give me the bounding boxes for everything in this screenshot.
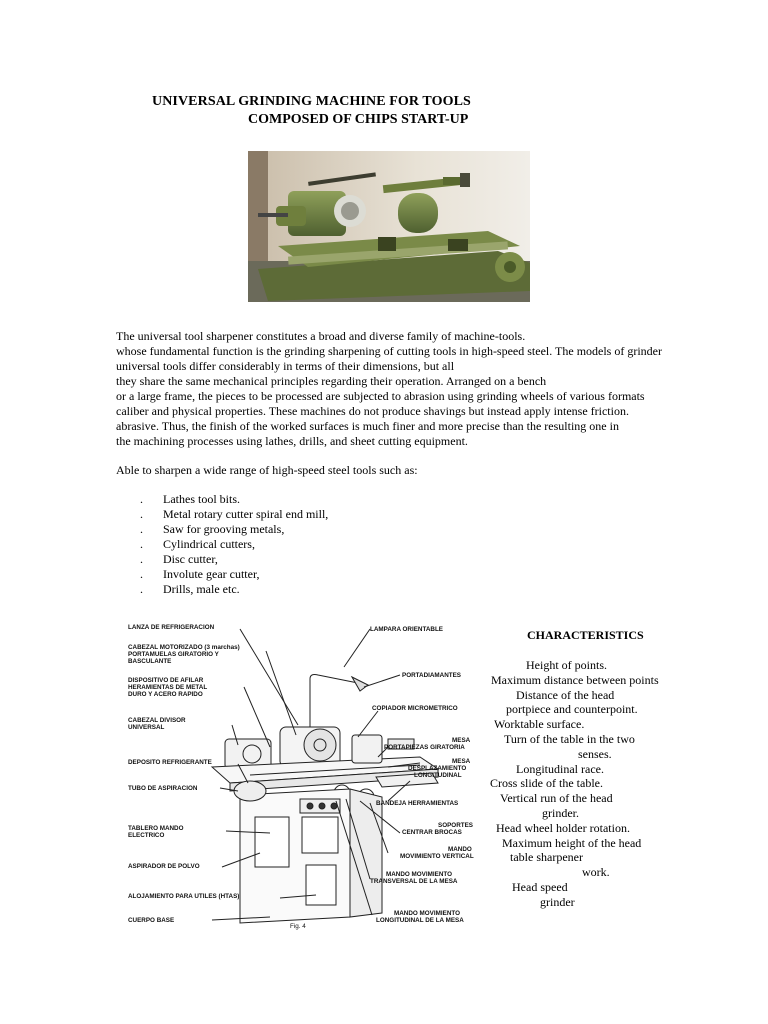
diagram-label: CABEZAL DIVISOR [128, 717, 186, 724]
diagram-label: LANZA DE REFRIGERACION [128, 624, 215, 631]
machine-diagram [120, 617, 480, 935]
intro-line: caliber and physical properties. These machines do not produce shavings but instead apply intense friction. [116, 404, 629, 418]
diagram-label: MESA [452, 758, 471, 765]
bullet: . [140, 522, 143, 536]
grinding-machine-photo-illustration [248, 151, 530, 302]
diagram-label: TUBO DE ASPIRACION [128, 785, 198, 792]
characteristics-title: CHARACTERISTICS [527, 628, 644, 642]
characteristic-line: Longitudinal race. [516, 761, 604, 776]
list-item [140, 492, 328, 507]
diagram-label: SOPORTES [438, 822, 473, 829]
intro-line: the machining processes using lathes, drills, and sheet cutting equipment. [116, 434, 468, 448]
diagram-label: MANDO MOVIMIENTO [394, 910, 461, 917]
diagram-label: DURO Y ACERO RAPIDO [128, 691, 203, 698]
intro-line: abrasive. Thus, the finish of the worked surfaces is much finer and more precise than the resulting one in [116, 419, 619, 433]
tools-list [140, 492, 328, 597]
characteristic-line: Maximum height of the head [502, 835, 642, 850]
characteristic-line: Vertical run of the head [500, 791, 613, 806]
intro-paragraph [116, 329, 676, 449]
diagram-label: HERAMIENTAS DE METAL [128, 684, 208, 691]
intro-line: whose fundamental function is the grinding sharpening of cutting tools in high-speed steel. The models of grinder [116, 344, 662, 358]
tool-item-label: Disc cutter, [163, 552, 218, 566]
diagram-label: PORTAMUELAS GIRATORIO Y [128, 651, 219, 658]
characteristic-line: Worktable surface. [494, 717, 585, 732]
diagram-label: MOVIMIENTO VERTICAL [400, 853, 474, 860]
bullet: . [140, 492, 143, 506]
bullet: . [140, 537, 143, 551]
tool-item-label: Saw for grooving metals, [163, 522, 285, 536]
bullet: . [140, 582, 143, 596]
tools-intro-text: Able to sharpen a wide range of high-speed steel tools such as: [116, 463, 418, 477]
diagram-label: MANDO MOVIMIENTO [386, 871, 453, 878]
tool-item-label: Lathes tool bits. [163, 492, 240, 506]
list-item [140, 567, 328, 582]
characteristic-line: Turn of the table in the two [504, 731, 635, 746]
characteristic-line: Cross slide of the table. [490, 776, 603, 791]
characteristic-line: Head wheel holder rotation. [496, 820, 630, 835]
diagram-label: TABLERO MANDO [128, 825, 184, 832]
characteristics-list [484, 658, 674, 910]
list-item [140, 552, 328, 567]
list-item [140, 507, 328, 522]
diagram-label: BANDEJA HERRAMIENTAS [376, 800, 459, 807]
diagram-label: CABEZAL MOTORIZADO (3 marchas) [128, 644, 240, 651]
diagram-label: ALOJAMIENTO PARA UTILES (HTAS) [128, 893, 240, 900]
tool-item-label: Drills, male etc. [163, 582, 240, 596]
diagram-label: DISPOSITIVO DE AFILAR [128, 677, 204, 684]
document-title-line1: UNIVERSAL GRINDING MACHINE FOR TOOLS [152, 94, 471, 109]
diagram-label: LONGITUDINAL DE LA MESA [376, 917, 464, 924]
tool-item-label: Cylindrical cutters, [163, 537, 255, 551]
bullet: . [140, 552, 143, 566]
diagram-label: MESA [452, 737, 471, 744]
bullet: . [140, 507, 143, 521]
machine-photo [248, 151, 530, 302]
document-title-line2: COMPOSED OF CHIPS START-UP [248, 112, 469, 127]
intro-line: they share the same mechanical principles regarding their operation. Arranged on a bench [116, 374, 547, 388]
characteristic-line: Distance of the head [516, 687, 615, 702]
diagram-label: MANDO [448, 846, 472, 853]
diagram-caption: Fig. 4 [290, 923, 306, 930]
diagram-label: COPIADOR MICROMETRICO [372, 705, 458, 712]
list-item [140, 537, 328, 552]
tool-item-label: Metal rotary cutter spiral end mill, [163, 507, 329, 521]
characteristic-line: portpiece and counterpoint. [506, 702, 638, 717]
characteristic-line: Height of points. [526, 658, 607, 672]
characteristic-line: grinder. [542, 805, 579, 820]
characteristic-line: work. [582, 865, 610, 880]
diagram-label: DESPLAZAMIENTO [408, 765, 467, 772]
intro-line: universal tools differ considerably in terms of their dimensions, but all [116, 359, 455, 373]
characteristic-line: grinder [540, 894, 575, 909]
diagram-label: PORTADIAMANTES [402, 672, 462, 679]
diagram-label: ASPIRADOR DE POLVO [128, 863, 200, 870]
diagram-label: PORTAPIEZAS GIRATORIA [384, 744, 465, 751]
diagram-label: DEPOSITO REFRIGERANTE [128, 759, 212, 766]
diagram-label: UNIVERSAL [128, 724, 165, 731]
diagram-label: LONGITUDINAL [414, 772, 462, 779]
characteristic-line: table sharpener [510, 850, 583, 865]
tool-item-label: Involute gear cutter, [163, 567, 260, 581]
diagram-label: TRANSVERSAL DE LA MESA [370, 878, 458, 885]
list-item [140, 522, 328, 537]
diagram-label: ELECTRICO [128, 832, 165, 839]
diagram-label: CENTRAR BROCAS [402, 829, 462, 836]
diagram-label: LAMPARA ORIENTABLE [370, 626, 443, 633]
intro-line: The universal tool sharpener constitutes a broad and diverse family of machine-tools. [116, 329, 526, 343]
characteristic-line: senses. [578, 746, 612, 761]
characteristic-line: Maximum distance between points [491, 672, 659, 687]
list-item [140, 582, 328, 597]
bullet: . [140, 567, 143, 581]
diagram-label: CUERPO BASE [128, 917, 175, 924]
diagram-label: BASCULANTE [128, 658, 172, 665]
characteristic-line: Head speed [512, 879, 568, 894]
intro-line: or a large frame, the pieces to be processed are subjected to abrasion using grinding wheels of various formats [116, 389, 645, 403]
